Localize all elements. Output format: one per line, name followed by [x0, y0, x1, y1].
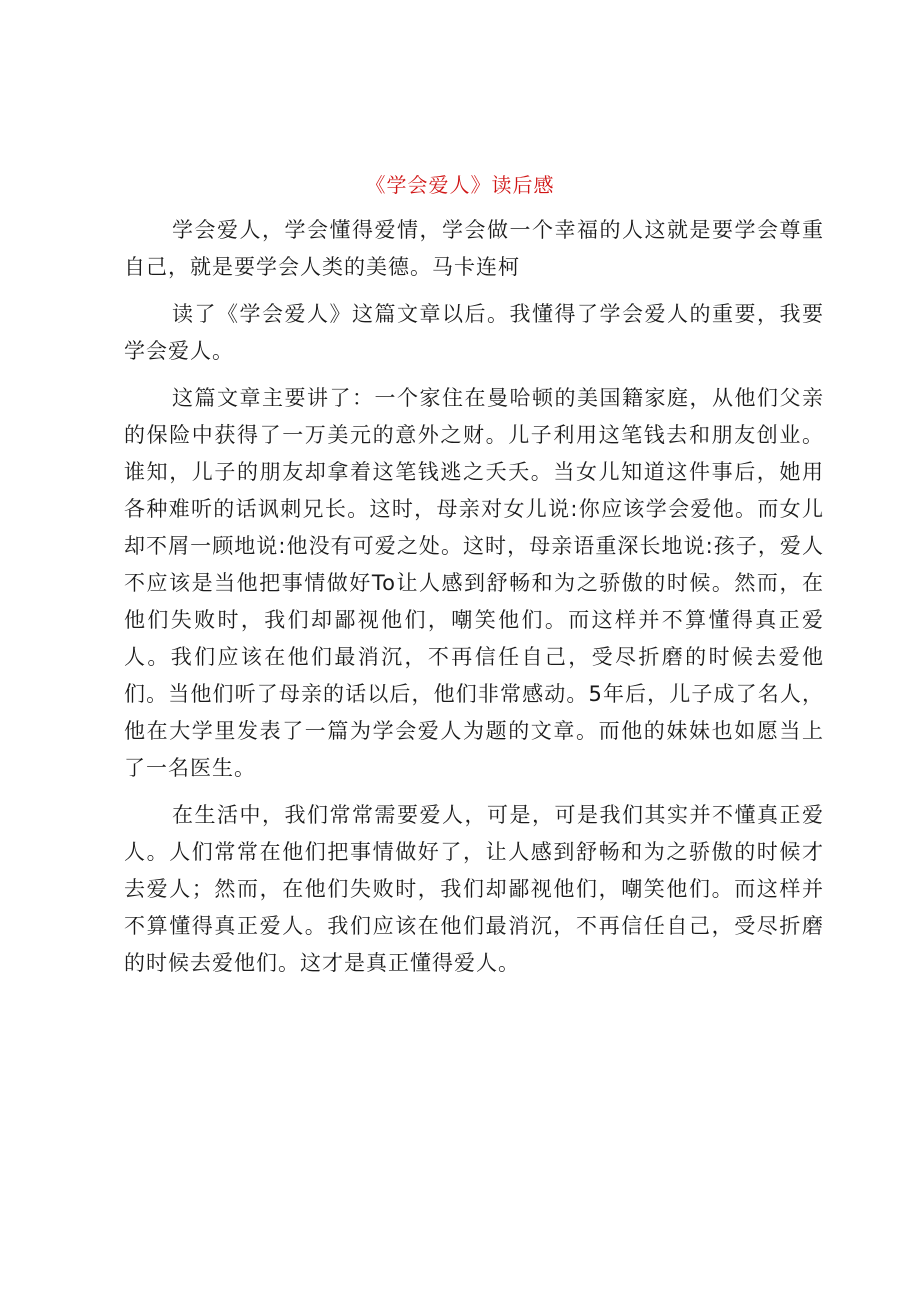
document-body [124, 212, 824, 992]
paragraph-summary: 这篇文章主要讲了：一个家住在曼哈顿的美国籍家庭，从他们父亲的保险中获得了一万美元的意外之财。儿子利用这笔钱去和朋友创业。谁知，儿子的朋友却拿着这笔钱逃之夭夭。当女儿知道这件事后，她用各种难听的话讽刺兄长。这时，母亲对女儿说:你应该学会爱他。而女儿却不屑一顾地说:他没有可爱之处。这时，母亲语重深长地说:孩子，爱人不应该是当他把事情做好To让人感到舒畅和为之骄傲的时候。然而，在他们失败时，我们却鄙视他们，嘲笑他们。而这样并不算懂得真正爱人。我们应该在他们最消沉，不再信任自己，受尽折磨的时候去爱他们。当他们听了母亲的话以后，他们非常感动。5年后，儿子成了名人，他在大学里发表了一篇为学会爱人为题的文章。而他的妹妹也如愿当上了一名医生。 [124, 386, 824, 780]
paragraph-intro: 读了《学会爱人》这篇文章以后。我懂得了学会爱人的重要，我要学会爱人。 [124, 302, 824, 363]
paragraph-reflection: 在生活中，我们常常需要爱人，可是，可是我们其实并不懂真正爱人。人们常常在他们把事情做好了，让人感到舒畅和为之骄傲的时候才去爱人；然而，在他们失败时，我们却鄙视他们，嘲笑他们。而这样并不算懂得真正爱人。我们应该在他们最消沉，不再信任自己，受尽折磨的时候去爱他们。这才是真正懂得爱人。 [124, 803, 824, 975]
paragraph-quote: 学会爱人，学会懂得爱情，学会做一个幸福的人这就是要学会尊重自己，就是要学会人类的美德。马卡连柯 [124, 218, 824, 279]
document-title: 《学会爱人》读后感 [365, 173, 555, 197]
